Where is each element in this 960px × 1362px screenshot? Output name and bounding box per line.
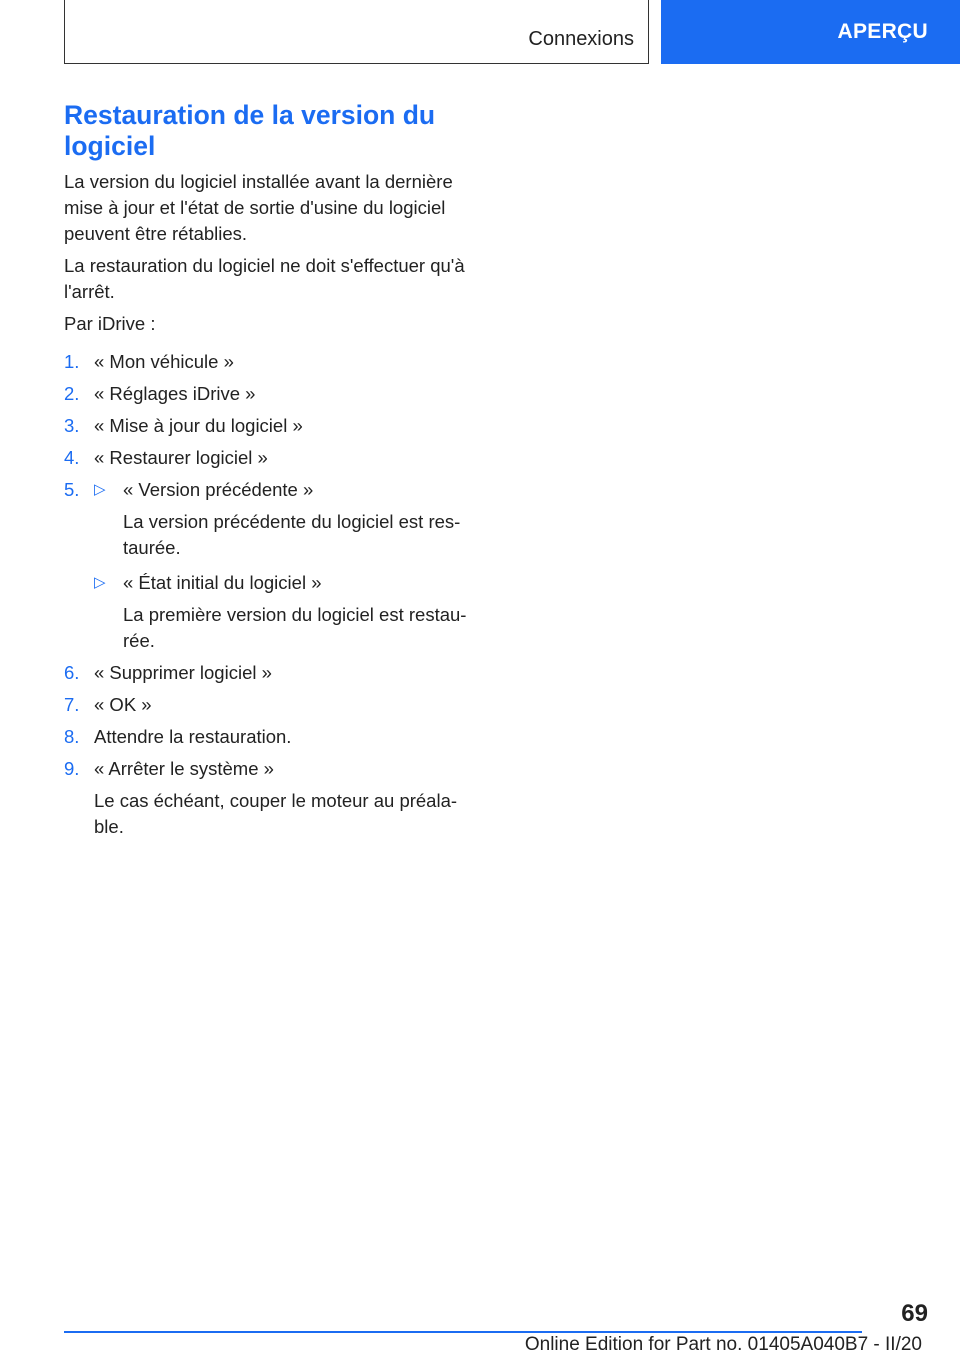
list-item: [64, 692, 484, 718]
option-description: La version précédente du logiciel est res-taurée.: [123, 511, 461, 558]
step-text: « Mise à jour du logiciel »: [94, 415, 303, 436]
main-content: [64, 100, 484, 846]
list-item: [64, 724, 484, 750]
list-item: [64, 381, 484, 407]
section-name: Connexions: [528, 28, 634, 50]
steps-list: [64, 349, 484, 840]
step-number: 3.: [64, 415, 80, 436]
step-text: « Arrêter le système »: [94, 758, 274, 779]
list-item: [64, 349, 484, 375]
option-label: « État initial du logiciel »: [123, 572, 322, 593]
step-text: « Restaurer logiciel »: [94, 447, 268, 468]
page-number: 69: [901, 1300, 928, 1327]
option-item: [94, 570, 484, 654]
step-text: « Réglages iDrive »: [94, 383, 256, 404]
step-number: 5.: [64, 479, 80, 500]
note-paragraph: La restauration du logiciel ne doit s'effectuer qu'à l'arrêt.: [64, 255, 465, 302]
header-section-box: [64, 0, 649, 64]
step-text: « Mon véhicule »: [94, 351, 234, 372]
option-list: [94, 477, 484, 654]
step-text: « Supprimer logiciel »: [94, 662, 272, 683]
list-item: [64, 413, 484, 439]
step-number: 8.: [64, 726, 80, 747]
footer-edition: Online Edition for Part no. 01405A040B7 - II/20: [524, 1334, 922, 1355]
step-number: 7.: [64, 694, 80, 715]
step-number: 9.: [64, 758, 80, 779]
step-text: Attendre la restauration.: [94, 726, 292, 747]
header-tab-apercu[interactable]: APERÇU: [661, 0, 960, 64]
option-description: La première version du logiciel est restau-rée.: [123, 604, 467, 651]
step-description: Le cas échéant, couper le moteur au préala-ble.: [94, 790, 458, 837]
list-item: [64, 477, 484, 654]
step-text: « OK »: [94, 694, 152, 715]
intro-paragraph: La version du logiciel installée avant la dernière mise à jour et l'état de sortie d'usine du logiciel peuvent être rétablies.: [64, 171, 453, 244]
option-item: [94, 477, 484, 561]
list-item: [64, 660, 484, 686]
step-number: 2.: [64, 383, 80, 404]
option-label: « Version précédente »: [123, 479, 314, 500]
footer-divider: [64, 1331, 862, 1333]
step-number: 1.: [64, 351, 80, 372]
triangle-bullet-icon: ▷: [94, 481, 106, 498]
page-title: Restauration de la version du logiciel: [64, 100, 436, 161]
via-idrive-label: Par iDrive :: [64, 313, 156, 334]
list-item: [64, 445, 484, 471]
list-item: [64, 756, 484, 840]
triangle-bullet-icon: ▷: [94, 574, 106, 591]
step-number: 6.: [64, 662, 80, 683]
step-number: 4.: [64, 447, 80, 468]
